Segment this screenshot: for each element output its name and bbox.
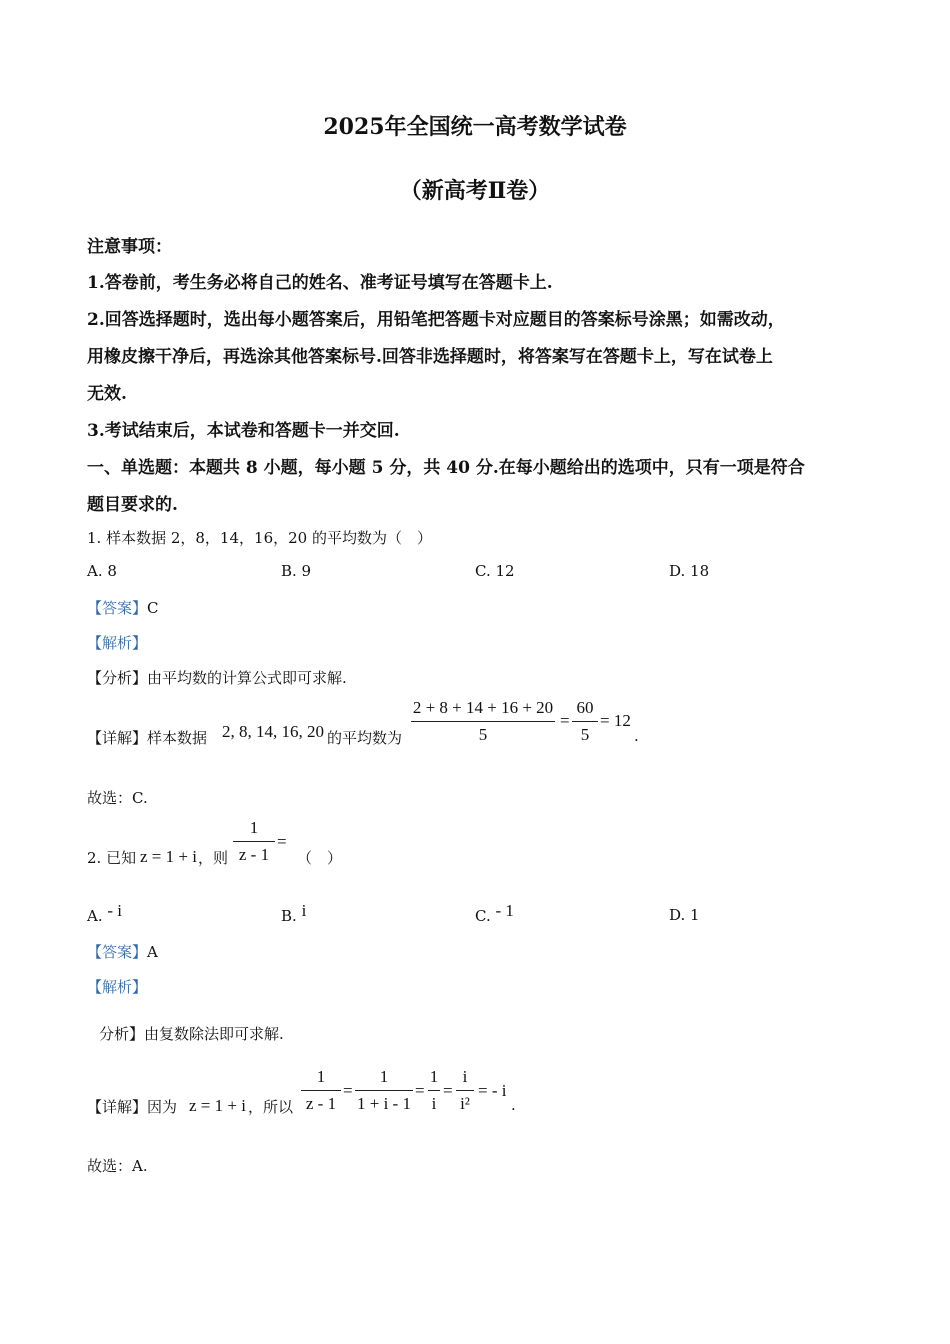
notice-item-2-line-2: 用橡皮擦干净后，再选涂其他答案标号.回答非选择题时，将答案写在答题卡上，写在试卷上 xyxy=(87,347,773,367)
q1-detail-prefix: 【详解】样本数据 xyxy=(87,729,208,747)
q2-fraction-3-denominator: i xyxy=(431,1094,437,1113)
q2-stem-equals: = xyxy=(277,832,287,851)
q2-fraction-2-numerator: 1 xyxy=(379,1067,389,1086)
notice-item-2-line-1: 2.回答选择题时，选出每小题答案后，用铅笔把答题卡对应题目的答案标号涂黑；如需改动， xyxy=(87,310,785,330)
q1-option-a: A. 8 xyxy=(87,562,117,580)
fraction-bar xyxy=(233,841,275,842)
q2-stem-fraction xyxy=(233,818,275,865)
q2-option-b-label: B. xyxy=(281,907,297,925)
notice-heading: 注意事项： xyxy=(87,237,172,257)
q2-stem-z: z = 1 + i xyxy=(140,847,197,866)
q2-option-b-value: i xyxy=(301,901,307,920)
q2-fenxi: 分析】由复数除法即可求解. xyxy=(99,1025,284,1043)
q2-option-a-label: A. xyxy=(87,907,103,925)
q1-fraction-sum-denominator: 5 xyxy=(478,725,488,744)
q2-option-b xyxy=(281,901,307,926)
notice-item-3: 3.考试结束后，本试卷和答题卡一并交回. xyxy=(87,421,400,441)
exam-subtitle: （新高考Ⅱ卷） xyxy=(399,178,551,204)
q2-detail-z: z = 1 + i xyxy=(189,1096,246,1115)
q1-conclusion: 故选：C. xyxy=(87,789,148,807)
q1-answer-value: C xyxy=(147,599,159,617)
q2-option-d: D. 1 xyxy=(669,906,700,924)
q2-fraction-4 xyxy=(456,1067,474,1114)
q2-answer-line xyxy=(87,941,158,962)
q2-fraction-1 xyxy=(301,1067,341,1114)
q2-fraction-2 xyxy=(355,1067,413,1114)
q2-fraction-2-denominator: 1 + i - 1 xyxy=(357,1094,411,1113)
q1-detail-mid: 的平均数为 xyxy=(327,729,403,747)
q2-conclusion: 故选：A. xyxy=(87,1157,148,1175)
notice-item-2-line-3: 无效. xyxy=(87,384,127,404)
q1-stem: 1. 样本数据 2，8，14，16，20 的平均数为（ ） xyxy=(87,529,432,547)
section-heading-line-1: 一、单选题：本题共 8 小题，每小题 5 分，共 40 分.在每小题给出的选项中，只有一项是符合 xyxy=(87,458,805,478)
q2-stem-fraction-denominator: z - 1 xyxy=(238,845,270,864)
q1-fraction-result-denominator: 5 xyxy=(580,725,590,744)
q1-answer-line xyxy=(87,597,159,618)
q1-fenxi: 【分析】由平均数的计算公式即可求解. xyxy=(87,669,347,687)
q1-option-d: D. 18 xyxy=(669,562,710,580)
q2-detail-mid: ，所以 xyxy=(248,1098,294,1116)
q2-option-c-value: - 1 xyxy=(495,901,514,920)
q2-fraction-4-numerator: i xyxy=(462,1067,468,1086)
q1-equals-result: = 12 xyxy=(600,711,631,730)
q2-fraction-3-numerator: 1 xyxy=(429,1067,439,1086)
q1-analysis-tag: 【解析】 xyxy=(87,634,148,652)
q2-period: . xyxy=(511,1096,516,1114)
q2-stem-paren: （ ） xyxy=(297,849,343,867)
q2-option-a-value: - i xyxy=(107,901,123,920)
q2-stem-mid: ，则 xyxy=(198,849,229,867)
q2-fraction-3 xyxy=(428,1067,440,1114)
q2-fraction-1-numerator: 1 xyxy=(316,1067,326,1086)
q2-option-c xyxy=(475,901,514,926)
q2-equals-1: = xyxy=(343,1081,353,1100)
q1-answer-tag: 【答案】 xyxy=(87,599,148,617)
q1-fraction-result-numerator: 60 xyxy=(576,698,594,717)
fraction-bar xyxy=(411,721,555,722)
q1-period: . xyxy=(634,727,639,745)
q1-fraction-result xyxy=(572,698,598,745)
q1-option-b: B. 9 xyxy=(281,562,312,580)
q1-detail-data: 2, 8, 14, 16, 20 xyxy=(222,722,324,741)
q2-equals-3: = xyxy=(443,1081,453,1100)
q2-analysis-tag: 【解析】 xyxy=(87,978,148,996)
q2-answer-tag: 【答案】 xyxy=(87,943,148,961)
notice-item-1: 1.答卷前，考生务必将自己的姓名、准考证号填写在答题卡上. xyxy=(87,273,553,293)
q2-detail-prefix: 【详解】因为 xyxy=(87,1098,178,1116)
q2-fraction-4-denominator: i² xyxy=(460,1094,470,1113)
q2-answer-value: A xyxy=(147,943,158,961)
q2-option-c-label: C. xyxy=(475,907,491,925)
section-heading-line-2: 题目要求的. xyxy=(87,495,178,515)
q1-fraction-sum xyxy=(411,698,555,745)
fraction-bar xyxy=(355,1090,413,1091)
q1-equals-1: = xyxy=(560,711,570,730)
fraction-bar xyxy=(428,1090,440,1091)
q1-option-c: C. 12 xyxy=(475,562,515,580)
q2-equals-2: = xyxy=(415,1081,425,1100)
fraction-bar xyxy=(301,1090,341,1091)
q2-result: = - i xyxy=(478,1081,507,1100)
q2-stem-prefix: 2. 已知 xyxy=(87,849,137,867)
exam-title: 2025年全国统一高考数学试卷 xyxy=(323,114,627,140)
q2-stem-fraction-numerator: 1 xyxy=(249,818,259,837)
q1-fraction-sum-numerator: 2 + 8 + 14 + 16 + 20 xyxy=(412,698,554,717)
q2-fraction-1-denominator: z - 1 xyxy=(305,1094,337,1113)
fraction-bar xyxy=(456,1090,474,1091)
fraction-bar xyxy=(572,721,598,722)
q2-option-a xyxy=(87,901,123,926)
